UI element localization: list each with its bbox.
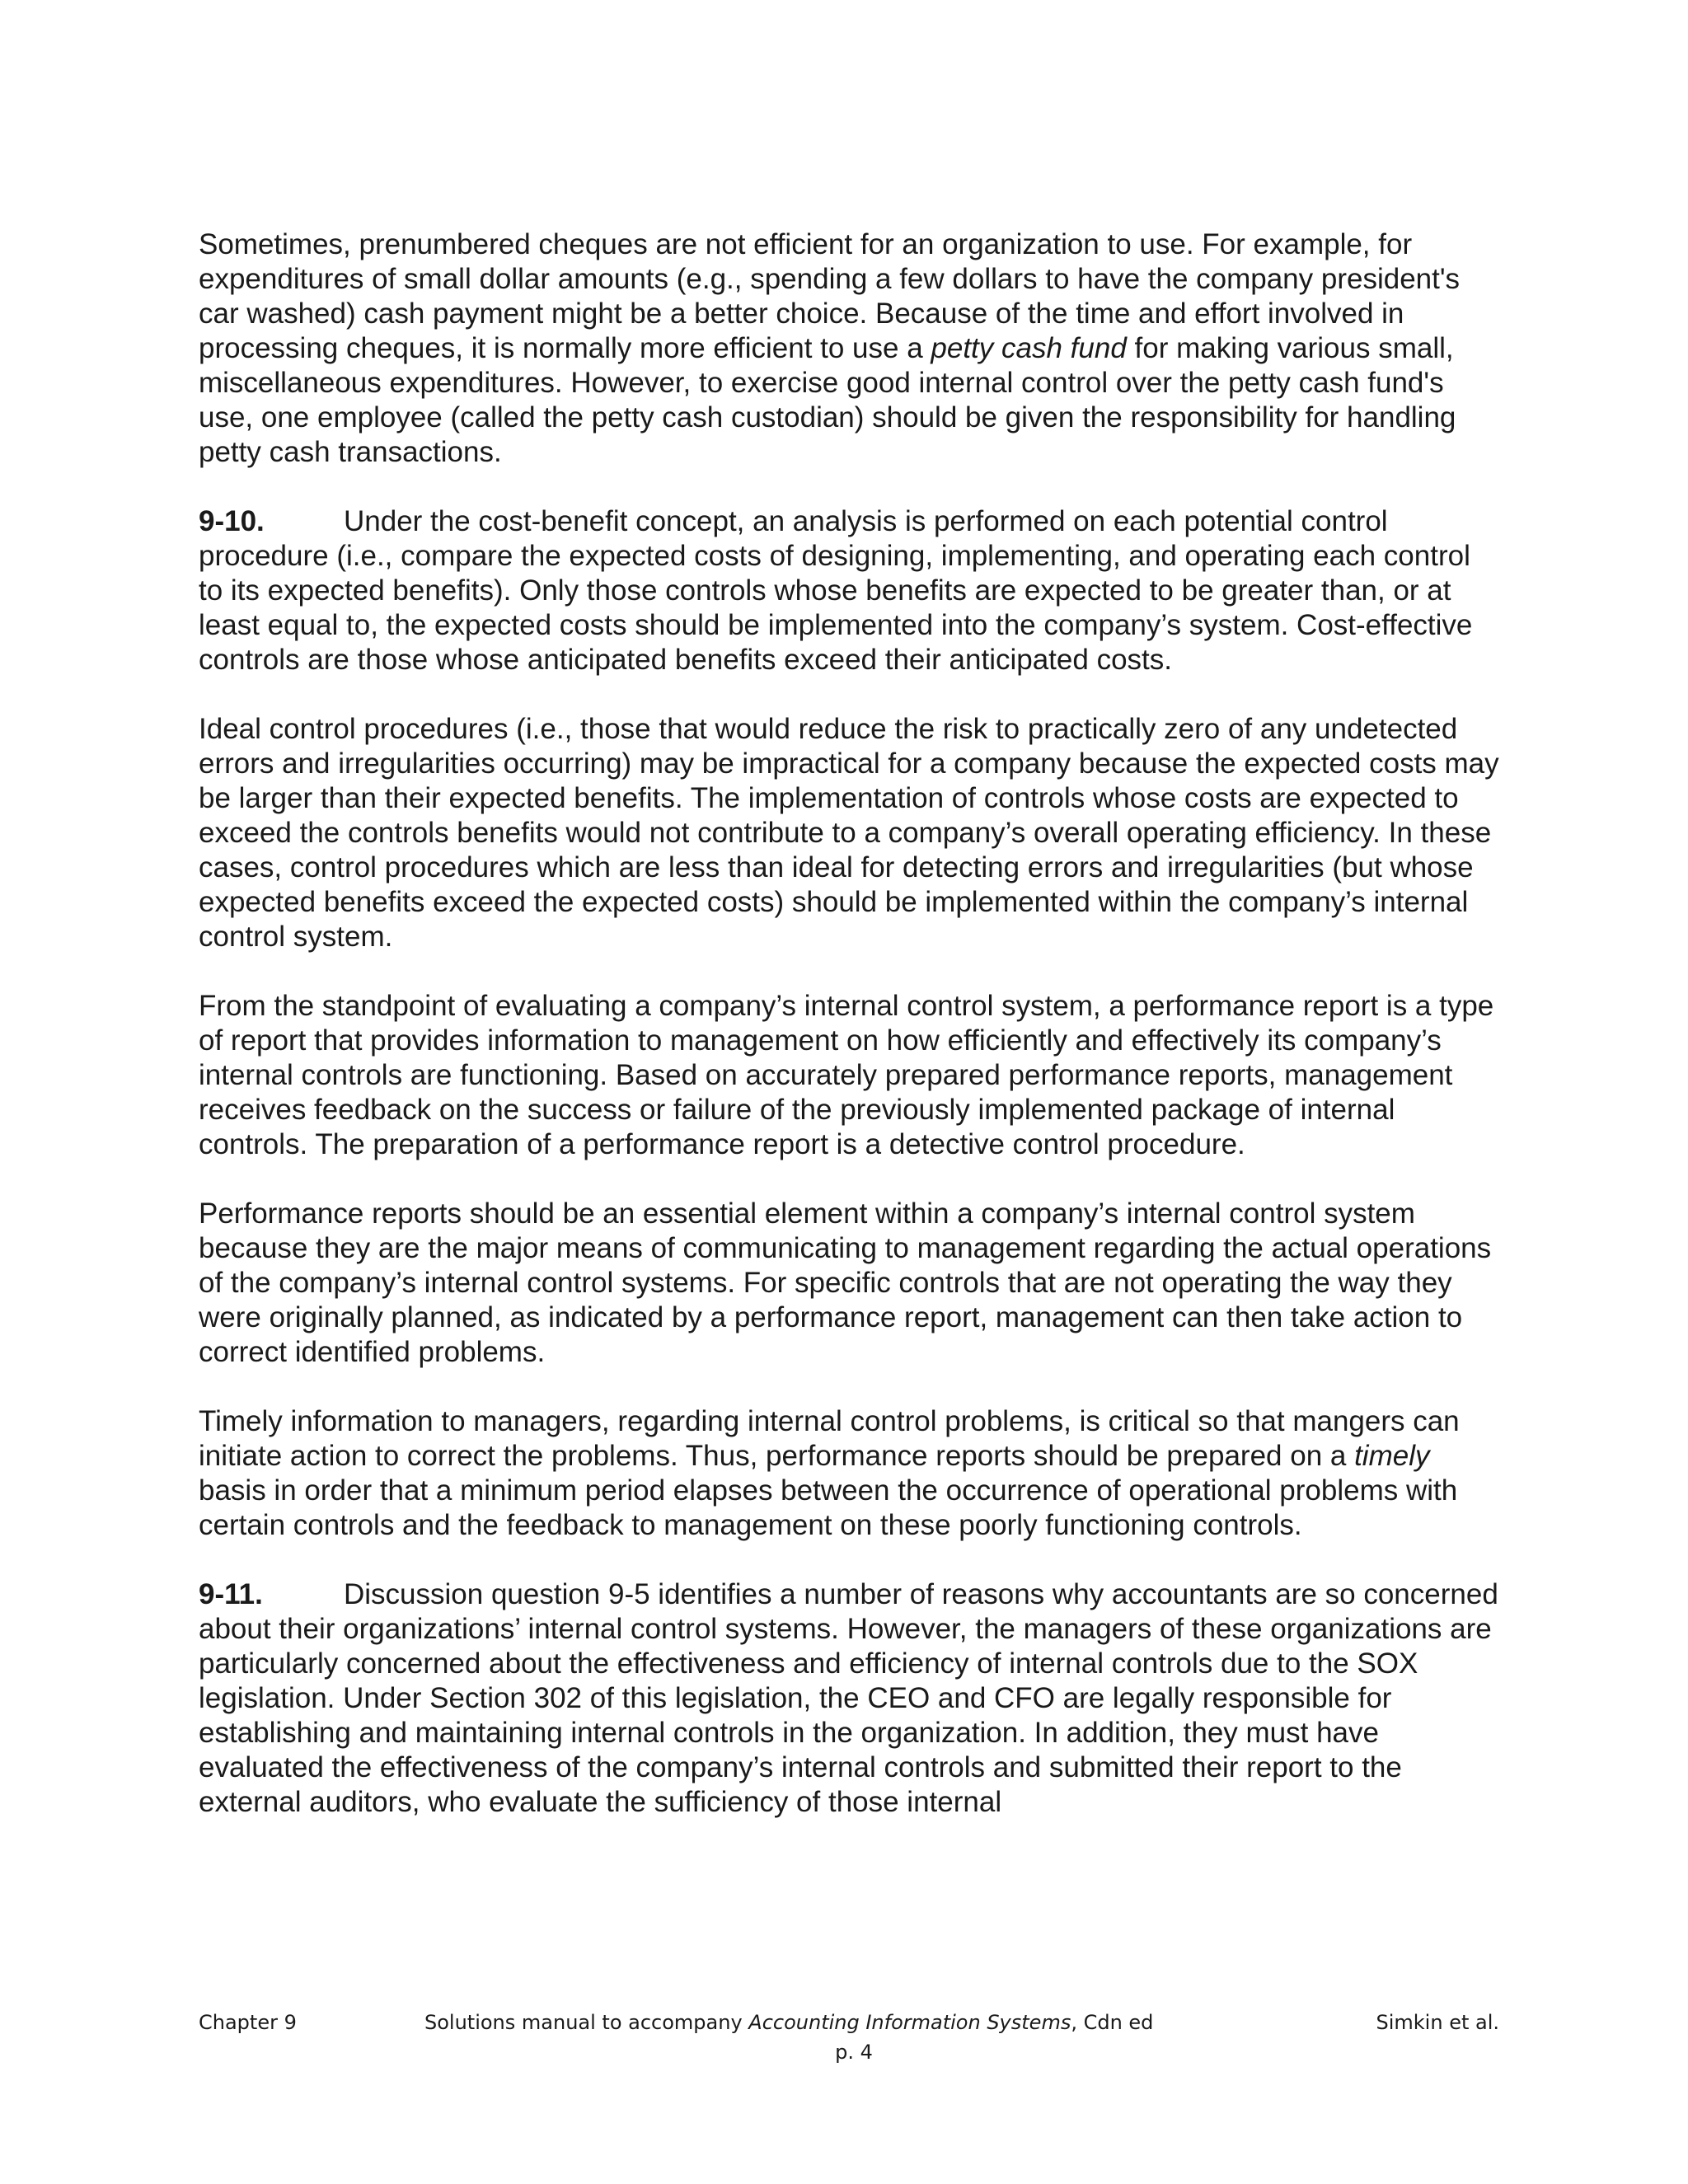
page-number: p. 4	[835, 2041, 873, 2064]
footer-book-title: Accounting Information Systems	[748, 2011, 1071, 2034]
question-number: 9-10.	[199, 505, 265, 537]
paragraph-text: Under the cost-benefit concept, an analysis is performed on each potential control procedure (i.e., compare the expected costs of designing, implementing, and operating each control to its expected benefits). Only those controls whose benefits are expected to be greater than, or at least equal to, the expected costs should be implemented into the company’s system. Cost-effective controls are those whose anticipated benefits exceed their anticipated costs.	[199, 505, 1473, 676]
paragraph-text: basis in order that a minimum period elapses between the occurrence of operational problems with certain controls and the feedback to management on these poorly functioning controls.	[199, 1474, 1458, 1541]
footer-authors: Simkin et al.	[1376, 2011, 1499, 2034]
paragraph-text: Timely information to managers, regarding internal control problems, is critical so that mangers can initiate action to correct the problems. Thus, performance reports should be prepared on a	[199, 1405, 1460, 1472]
emphasis-timely: timely	[1354, 1440, 1430, 1472]
footer-chapter: Chapter 9	[199, 2011, 297, 2034]
footer-book-citation	[424, 2008, 1153, 2037]
paragraph-text: Discussion question 9-5 identifies a number of reasons why accountants are so concerned about their organizations’ internal control systems. However, the managers of these organizations are particularly concerned about the effectiveness and efficiency of internal controls due to the SOX legislation. Under Section 302 of this legislation, the CEO and CFO are legally responsible for establishing and maintaining internal controls in the organization. In addition, they must have evaluated the effectiveness of the company’s internal controls and submitted their report to the external auditors, who evaluate the sufficiency of those internal	[199, 1578, 1498, 1818]
paragraph-text: for making various small, miscellaneous expenditures. However, to exercise good internal control over the petty cash fund's use, one employee (called the petty cash custodian) should be given the responsibility for handling petty cash transactions.	[199, 332, 1456, 468]
footer-row	[199, 2008, 1499, 2037]
paragraph-timely-information	[199, 1404, 1501, 1543]
page-footer	[199, 2008, 1499, 2067]
footer-citation-prefix: Solutions manual to accompany	[424, 2011, 749, 2034]
footer-citation-suffix: , Cdn ed	[1071, 2011, 1154, 2034]
question-number: 9-11.	[199, 1578, 263, 1610]
paragraph-performance-report-importance: Performance reports should be an essential element within a company’s internal control system because they are the major means of communicating to management regarding the actual operations of the company’s internal control systems. For specific controls that are not operating the way they were originally planned, as indicated by a performance report, management can then take action to correct identified problems.	[199, 1197, 1492, 1368]
emphasis-petty-cash-fund: petty cash fund	[931, 332, 1127, 364]
paragraph-petty-cash	[199, 227, 1501, 470]
answer-9-10	[199, 504, 1501, 677]
paragraph-text: Sometimes, prenumbered cheques are not efficient for an organization to use. For example, for expenditures of small dollar amounts (e.g., spending a few dollars to have the company president's car washed) cash payment might be a better choice. Because of the time and effort involved in processing cheques, it is normally more efficient to use a	[199, 228, 1461, 364]
page-body	[199, 227, 1501, 1854]
answer-9-11	[199, 1577, 1501, 1820]
paragraph-performance-report-definition: From the standpoint of evaluating a company’s internal control system, a performance report is a type of report that provides information to management on how efficiently and effectively its company’s internal controls are functioning. Based on accurately prepared performance reports, management receives feedback on the success or failure of the previously implemented package of internal controls. The preparation of a performance report is a detective control procedure.	[199, 990, 1494, 1160]
paragraph-ideal-controls: Ideal control procedures (i.e., those that would reduce the risk to practically zero of any undetected errors and irregularities occurring) may be impractical for a company because the expected costs may be larger than their expected benefits. The implementation of controls whose costs are expected to exceed the controls benefits would not contribute to a company’s overall operating efficiency. In these cases, control procedures which are less than ideal for detecting errors and irregularities (but whose expected benefits exceed the expected costs) should be implemented within the company’s internal control system.	[199, 713, 1499, 953]
